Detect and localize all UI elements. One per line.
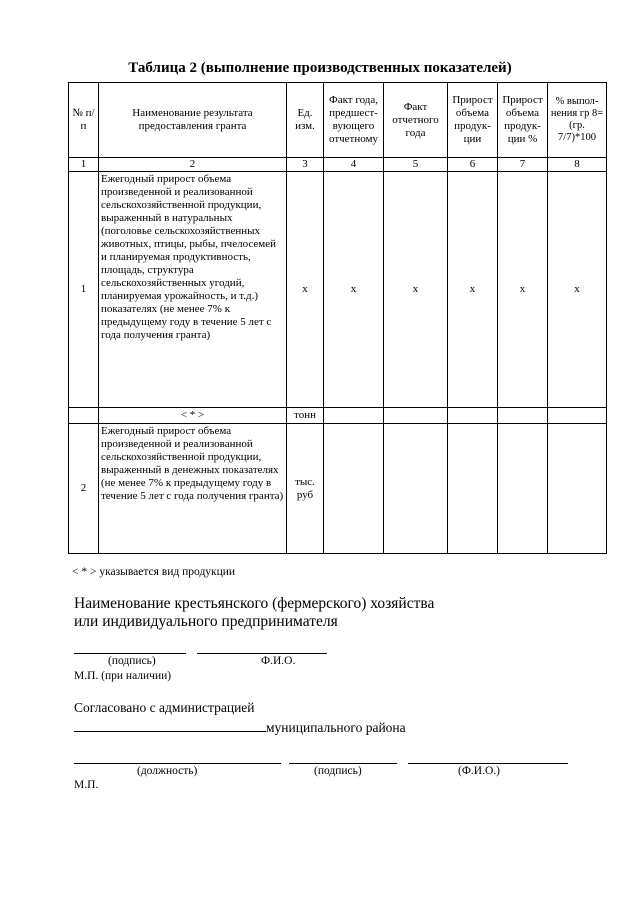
growth-percent-cell: [498, 424, 548, 554]
current-year-cell: [384, 408, 448, 424]
prev-year-cell: [324, 408, 384, 424]
product-type-placeholder: < * >: [99, 408, 287, 424]
approval-stamp-caption: М.П.: [74, 779, 99, 791]
column-number: 2: [99, 158, 287, 172]
column-number: 4: [324, 158, 384, 172]
result-name: Ежегодный прирост объема произведенной и реализованной сельскохозяйственной продукции, выраженный в денежных показателях (не менее 7% к предыдущему году в течение 5 лет с года получения гранта): [99, 424, 287, 554]
column-number: 7: [498, 158, 548, 172]
approval-label: Согласовано с администрацией: [74, 700, 255, 715]
table-row: [69, 172, 607, 408]
production-indicators-table: [68, 82, 607, 554]
position-line: [74, 763, 281, 764]
execution-percent-cell: x: [548, 172, 607, 408]
municipality-suffix: муниципального района: [266, 720, 406, 735]
unit-cell: тонн: [287, 408, 324, 424]
header-cell: Прирост объема продук-ции: [448, 83, 498, 158]
column-number-row: [69, 158, 607, 172]
farm-name-label-line2: или индивидуального предпринимателя: [74, 613, 338, 630]
farm-name-label-line1: Наименование крестьянского (фермерского) хозяйства: [74, 595, 435, 612]
unit-cell: x: [287, 172, 324, 408]
column-number: 8: [548, 158, 607, 172]
growth-percent-cell: [498, 408, 548, 424]
signature-caption: (подпись): [108, 655, 156, 667]
table-row: [69, 424, 607, 554]
prev-year-cell: x: [324, 172, 384, 408]
row-number: [69, 408, 99, 424]
column-number: 1: [69, 158, 99, 172]
execution-percent-cell: [548, 424, 607, 554]
prev-year-cell: [324, 424, 384, 554]
fio-caption: Ф.И.О.: [261, 655, 296, 667]
header-cell: Ед. изм.: [287, 83, 324, 158]
header-cell: % выпол-нения гр 8=(гр. 7/7)*100: [548, 83, 607, 158]
footnote: < * > указывается вид продукции: [72, 566, 236, 578]
growth-percent-cell: x: [498, 172, 548, 408]
fio-line: [197, 653, 327, 654]
position-caption: (должность): [137, 765, 198, 777]
current-year-cell: x: [384, 172, 448, 408]
column-number: 5: [384, 158, 448, 172]
header-row: [69, 83, 607, 158]
approval-signature-caption: (подпись): [314, 765, 362, 777]
municipality-blank: [74, 717, 266, 732]
signature-line: [74, 653, 186, 654]
approval-signature-line: [289, 763, 397, 764]
approval-fio-caption: (Ф.И.О.): [458, 765, 500, 777]
approval-fio-line: [408, 763, 568, 764]
column-number: 6: [448, 158, 498, 172]
table-title: Таблица 2 (выполнение производственных показателей): [128, 60, 512, 76]
header-cell: Факт отчетного года: [384, 83, 448, 158]
header-cell: Наименование результата предоставления гранта: [99, 83, 287, 158]
column-number: 3: [287, 158, 324, 172]
result-name: Ежегодный прирост объема произведенной и реализованной сельскохозяйственной продукции, выраженный в натуральных (поголовье сельскохозяйственных животных, птицы, рыбы, пчелосемей и планируемая продуктивность, площадь, структура сельскохозяйственных угодий, планируемая урожайность, и т.д.) показателях (не менее 7% к предыдущему году в течение 5 лет с года получения гранта): [99, 172, 287, 408]
current-year-cell: [384, 424, 448, 554]
header-cell: Прирост объема продук-ции %: [498, 83, 548, 158]
growth-cell: [448, 424, 498, 554]
header-cell: Факт года, предшест-вующего отчетному: [324, 83, 384, 158]
header-cell: № п/п: [69, 83, 99, 158]
row-number: 2: [69, 424, 99, 554]
execution-percent-cell: [548, 408, 607, 424]
growth-cell: x: [448, 172, 498, 408]
stamp-caption: М.П. (при наличии): [74, 670, 172, 682]
unit-cell: тыс. руб: [287, 424, 324, 554]
growth-cell: [448, 408, 498, 424]
row-number: 1: [69, 172, 99, 408]
table-row: [69, 408, 607, 424]
approval-municipality: [74, 717, 406, 736]
